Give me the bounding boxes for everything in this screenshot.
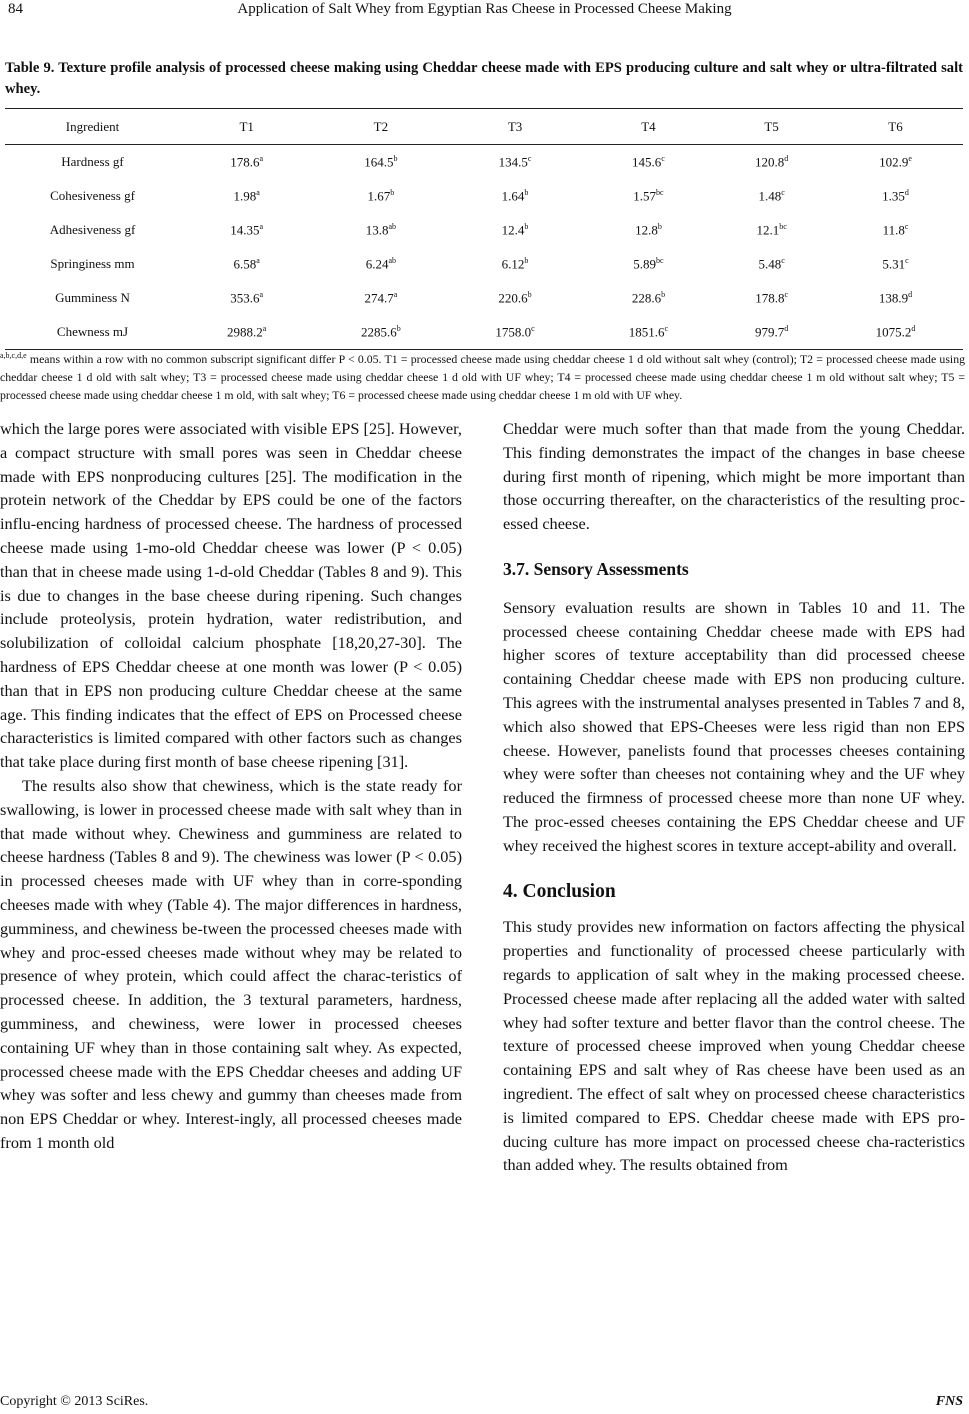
cell-superscript: c <box>904 221 909 231</box>
footnote-text: means within a row with no common subscript significant differ P < 0.05. T1 = processed cheese made using cheddar cheese 1 d old without salt whey (control); T2 = processed cheese made using cheddar cheese 1 d old with salt whey; T3 = processed cheese made using cheddar cheese 1 d old with UF whey; T4 = processed cheese made using cheddar cheese 1 m old without salt whey; T5 = processed cheese made using cheddar cheese 1 m old, with salt whey; T6 = processed cheese made using cheddar cheese 1 m old with UF whey. <box>0 351 965 402</box>
table-cell <box>828 281 963 315</box>
cell-value: 120.8 <box>754 154 785 169</box>
cell-superscript: b <box>396 324 401 334</box>
cell-value: 1758.0 <box>495 324 532 340</box>
table-cell <box>448 179 581 213</box>
cell-value: 134.5 <box>498 154 528 169</box>
paragraph: which the large pores were associated with visible EPS [25]. However, a compact structure with small pores was seen in Cheddar cheese made with EPS nonproducing cultures [25]. The modification in the protein network of the Cheddar by EPS could be one of the factors influ-encing hardness of processed cheese. The hardness of processed cheese made using 1-mo-old Cheddar cheese was lower (P < 0.05) than that in cheese made using 1-d-old Cheddar (Tables 8 and 9). This is due to changes in the base cheese during ripening. Such changes include proteolysis, protein hydration, water redistribution, and solubilization of colloidal calcium phosphate [18,20,27-30]. The hardness of EPS Cheddar cheese at one month was lower (P < 0.05) than that in EPS non producing culture Cheddar cheese at the same age. This finding indicates that the effect of EPS on Processed cheese characteristics is limited compared with other factors such as changes that take place during first month of base cheese ripening [31]. <box>0 419 462 772</box>
column-header: Ingredient <box>5 109 180 145</box>
table-cell <box>313 179 448 213</box>
paragraph: The results also show that chewiness, which is the state ready for swallowing, is lower in processed cheese made with salt whey than in that made without whey. Chewiness and gumminess are related to cheese hardness (Tables 8 and 9). The chewiness was lower (P < 0.05) in processed cheeses made with UF whey than in corre-sponding cheeses made with whey (Table 4). The major differences in hardness, gumminess, and chewiness be-tween the processed cheeses made with whey and proc-essed cheeses made without whey may be related to presence of whey protein, which could affect the charac-teristics of processed cheese. In addition, the 3 textural parameters, hardness, gumminess, and chewiness, were lower in processed cheeses containing UF whey than in those containing salt whey. As expected, processed cheese made with the EPS Cheddar cheeses and adding UF whey was softer and less chewy and gummy than cheeses made from non EPS Cheddar or whey. Interest-ingly, all processed cheeses made from 1 month old <box>0 775 462 1152</box>
cell-value: 5.89 <box>633 256 657 272</box>
texture-profile-table <box>5 108 963 350</box>
cell-value: 5.31 <box>882 256 906 272</box>
cell-superscript: a <box>256 187 260 197</box>
footnote-superscript: a,b,c,d,e <box>0 351 27 360</box>
column-header: T4 <box>582 109 715 145</box>
cell-value: 178.6 <box>230 154 260 169</box>
cell-superscript: d <box>904 187 909 197</box>
cell-superscript: b <box>524 187 529 197</box>
cell-superscript: c <box>781 255 785 265</box>
table-cell <box>448 315 581 349</box>
cell-superscript: b <box>657 221 662 231</box>
table-cell <box>715 247 828 281</box>
cell-value: 1.35 <box>882 187 905 203</box>
cell-superscript: a <box>259 221 264 231</box>
running-title: Application of Salt Whey from Egyptian Ras Cheese in Processed Cheese Making <box>237 1 732 17</box>
column-header: T5 <box>715 109 828 145</box>
column-header: T6 <box>828 109 963 145</box>
table-cell <box>582 281 715 315</box>
row-label: Cohesiveness gf <box>50 187 135 203</box>
journal-abbrev: FNS <box>935 1394 963 1409</box>
cell-superscript: c <box>527 153 532 163</box>
right-column <box>503 417 965 1177</box>
cell-superscript: a <box>262 324 267 334</box>
cell-superscript: b <box>527 290 532 300</box>
table-cell <box>313 145 448 179</box>
table-cell <box>582 247 715 281</box>
cell-superscript: b <box>661 290 666 300</box>
table-cell <box>180 179 313 213</box>
table-cell <box>448 281 581 315</box>
page-header <box>0 0 969 22</box>
cell-superscript: c <box>781 187 785 197</box>
cell-value: 6.12 <box>501 256 525 272</box>
table-cell <box>313 247 448 281</box>
table-cell <box>715 179 828 213</box>
cell-value: 1.67 <box>367 187 391 203</box>
cell-superscript: c <box>531 324 535 334</box>
cell-superscript: c <box>905 255 909 265</box>
cell-superscript: d <box>911 324 916 334</box>
table-header-row <box>5 109 963 145</box>
paragraph: This study provides new information on factors affecting the physical properties and functionality of processed cheese particularly with regards to application of salt whey in the making processed cheese. Processed cheese made after replacing all the added water with salted whey had softer texture and better flavor than the control cheese. The texture of processed cheese improved when young Cheddar cheese containing EPS and salt whey of Ras cheese have been used as an ingredient. The effect of salt whey on processed cheese characteristics is limited compared to EPS. Cheddar cheese made with EPS pro-ducing culture has more impact on processed cheese cha-racteristics than added whey. The results obtained from <box>503 917 965 1175</box>
table-cell <box>448 145 581 179</box>
cell-superscript: c <box>661 153 665 163</box>
cell-superscript: ab <box>388 221 397 231</box>
table-cell <box>828 315 963 349</box>
table-cell <box>582 145 715 179</box>
table-cell <box>313 213 448 247</box>
table-cell <box>828 213 963 247</box>
table-row <box>5 281 963 315</box>
column-header: T1 <box>180 109 313 145</box>
column-header: T2 <box>313 109 448 145</box>
cell-value: 1851.6 <box>628 324 665 340</box>
cell-value: 102.9 <box>879 154 909 169</box>
cell-value: 1.48 <box>758 187 782 203</box>
cell-superscript: b <box>390 187 395 197</box>
cell-superscript: b <box>393 153 398 163</box>
cell-value: 2285.6 <box>361 324 397 340</box>
section-heading: 3.7. Sensory Assessments <box>503 558 689 579</box>
table-cell <box>828 179 963 213</box>
cell-superscript: bc <box>656 255 664 265</box>
table-row <box>5 213 963 247</box>
cell-value: 1.64 <box>501 187 525 203</box>
table-cell <box>313 281 448 315</box>
table-cell <box>715 281 828 315</box>
cell-superscript: d <box>784 324 789 334</box>
table-cell <box>582 179 715 213</box>
paragraph: Sensory evaluation results are shown in Tables 10 and 11. The processed cheese containing Cheddar cheese made with EPS had higher scores of texture acceptability than did processed cheese containing Cheddar cheese made with EPS non producing culture. This agrees with the instrumental analyses presented in Tables 7 and 8, which also showed that EPS-Cheeses were less rigid than non EPS cheese. However, panelists found that processes cheeses containing whey were softer than cheeses not containing whey and the UF whey reduced the firmness of processed cheese more than none UF whey. The proc-essed cheeses containing the EPS Cheddar cheese and UF whey received the highest scores in texture accept-ability and overall. <box>503 597 965 855</box>
cell-value: 6.24 <box>365 256 389 272</box>
cell-superscript: bc <box>779 221 787 231</box>
cell-superscript: a <box>259 290 264 300</box>
cell-superscript: c <box>784 290 788 300</box>
cell-value: 12.8 <box>635 222 658 238</box>
paragraph: Cheddar were much softer than that made from the young Cheddar. This finding demonstrates the impact of the changes in base cheese during first month of ripening, which might be more important than those occurring thereafter, on the characteristics of the resulting proc-essed cheese. <box>503 419 965 534</box>
copyright: Copyright © 2013 SciRes. <box>0 1394 149 1409</box>
table-caption: Table 9. Texture profile analysis of processed cheese making using Cheddar cheese made with EPS producing culture and salt whey or ultra-filtrated salt whey. <box>5 60 963 97</box>
table-cell <box>448 213 581 247</box>
table-cell <box>582 315 715 349</box>
cell-value: 13.8 <box>365 222 389 238</box>
cell-value: 1075.2 <box>875 324 912 340</box>
cell-value: 11.8 <box>882 222 905 238</box>
cell-superscript: a <box>393 290 398 300</box>
table-cell <box>715 315 828 349</box>
table-cell <box>715 145 828 179</box>
row-label: Gumminess N <box>55 290 130 306</box>
row-label: Springiness mm <box>50 256 135 272</box>
table-cell <box>828 247 963 281</box>
cell-superscript: b <box>524 255 529 265</box>
table-cell <box>313 315 448 349</box>
row-label: Hardness gf <box>61 153 124 169</box>
cell-superscript: a <box>259 153 264 163</box>
cell-superscript: d <box>784 153 789 163</box>
cell-value: 145.6 <box>632 154 662 169</box>
table-row <box>5 315 963 349</box>
cell-value: 228.6 <box>631 290 662 306</box>
table-cell <box>180 247 313 281</box>
cell-superscript: b <box>524 221 529 231</box>
section-heading: 4. Conclusion <box>503 880 616 902</box>
row-label: Chewness mJ <box>5 315 180 349</box>
table-cell <box>180 281 313 315</box>
table-cell <box>582 213 715 247</box>
column-header: T3 <box>448 109 581 145</box>
table-row <box>5 247 963 281</box>
cell-value: 5.48 <box>758 256 782 272</box>
table-cell <box>180 213 313 247</box>
left-column <box>0 417 462 1155</box>
cell-value: 14.35 <box>230 222 260 238</box>
cell-value: 138.9 <box>878 290 909 306</box>
cell-value: 274.7 <box>364 290 394 306</box>
table-row <box>5 179 963 213</box>
page-number: 84 <box>8 1 23 17</box>
cell-value: 1.98 <box>233 187 257 203</box>
cell-superscript: ab <box>388 255 397 265</box>
table-cell <box>180 315 313 349</box>
row-label: Adhesiveness gf <box>49 221 136 237</box>
cell-value: 6.58 <box>233 256 257 272</box>
cell-superscript: bc <box>656 187 664 197</box>
cell-value: 1.57 <box>633 187 657 203</box>
table-footnote <box>0 347 965 404</box>
cell-superscript: d <box>908 290 913 300</box>
cell-superscript: e <box>908 153 912 163</box>
cell-value: 12.1 <box>756 222 780 238</box>
cell-value: 353.6 <box>230 290 260 306</box>
cell-value: 12.4 <box>501 222 525 238</box>
cell-value: 2988.2 <box>227 324 263 340</box>
cell-superscript: a <box>256 255 260 265</box>
cell-value: 178.8 <box>755 290 785 306</box>
table-cell <box>448 247 581 281</box>
cell-value: 979.7 <box>754 324 785 340</box>
table-cell <box>715 213 828 247</box>
table-row <box>5 145 963 179</box>
table-cell <box>180 145 313 179</box>
table-cell <box>828 145 963 179</box>
cell-value: 220.6 <box>498 290 528 306</box>
cell-superscript: c <box>664 324 669 334</box>
cell-value: 164.5 <box>364 154 394 169</box>
